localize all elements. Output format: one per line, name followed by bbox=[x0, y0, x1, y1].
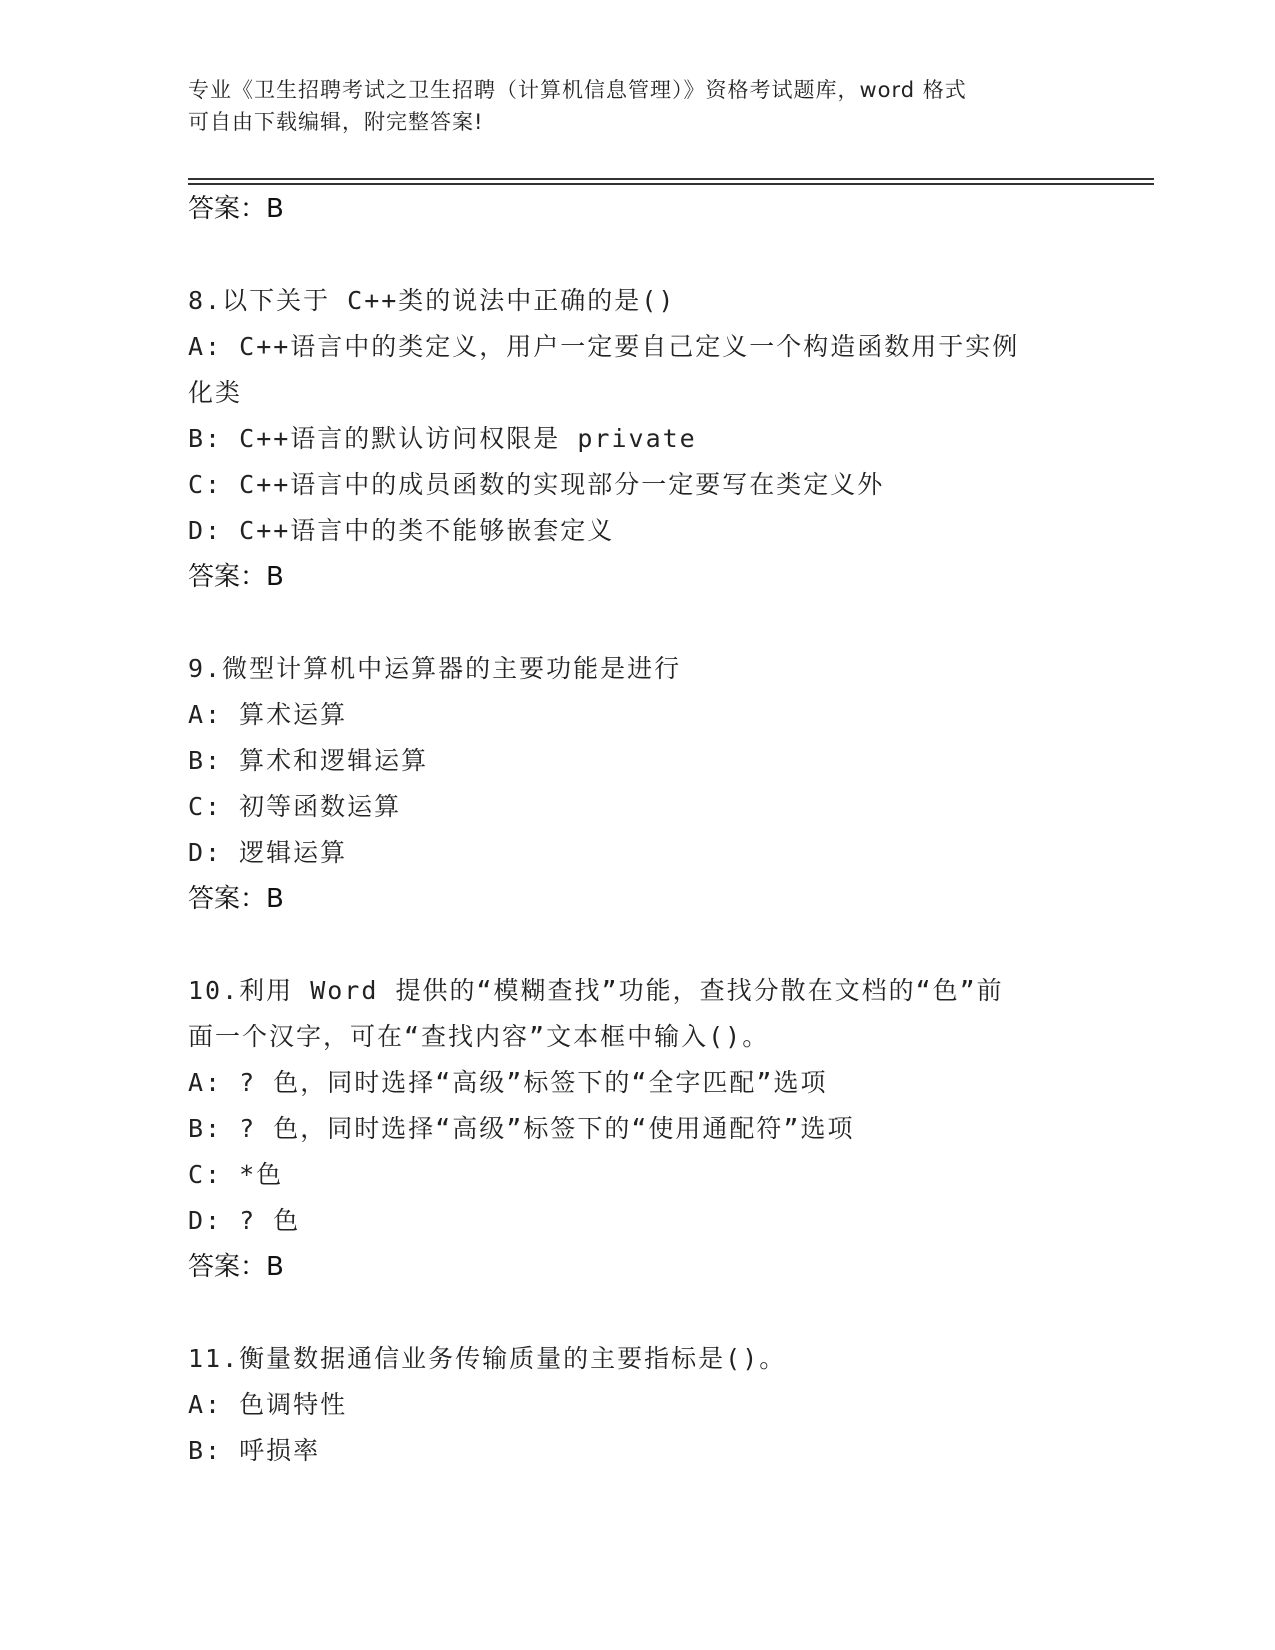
document-body bbox=[188, 186, 1088, 1474]
option-a: A: 算术运算 bbox=[188, 700, 348, 729]
answer-q7: 答案：B bbox=[188, 194, 284, 224]
option-a-continued: 化类 bbox=[188, 378, 243, 407]
option-b: B: 算术和逻辑运算 bbox=[188, 746, 429, 775]
option-a: A: 色调特性 bbox=[188, 1390, 348, 1419]
document-header bbox=[188, 74, 1088, 138]
header-line-1: 专业《卫生招聘考试之卫生招聘（计算机信息管理）》资格考试题库，word 格式 bbox=[188, 78, 967, 102]
question-stem: 10.利用 Word 提供的“模糊查找”功能，查找分散在文档的“色”前 bbox=[188, 976, 1004, 1005]
question-9 bbox=[188, 646, 1088, 922]
question-8 bbox=[188, 278, 1088, 600]
spacer bbox=[188, 232, 1088, 278]
question-stem: 11.衡量数据通信业务传输质量的主要指标是()。 bbox=[188, 1344, 787, 1373]
option-b: B: ? 色，同时选择“高级”标签下的“使用通配符”选项 bbox=[188, 1114, 855, 1143]
option-c: C: 初等函数运算 bbox=[188, 792, 402, 821]
header-line-2: 可自由下载编辑，附完整答案! bbox=[188, 110, 484, 134]
question-10 bbox=[188, 968, 1088, 1290]
answer: 答案：B bbox=[188, 1252, 284, 1282]
question-stem: 8.以下关于 C++类的说法中正确的是() bbox=[188, 286, 676, 315]
spacer bbox=[188, 600, 1088, 646]
option-d: D: 逻辑运算 bbox=[188, 838, 348, 867]
option-c: C: *色 bbox=[188, 1160, 284, 1189]
option-c: C: C++语言中的成员函数的实现部分一定要写在类定义外 bbox=[188, 470, 885, 499]
option-b: B: 呼损率 bbox=[188, 1436, 321, 1465]
option-d: D: ? 色 bbox=[188, 1206, 301, 1235]
spacer bbox=[188, 922, 1088, 968]
spacer bbox=[188, 1290, 1088, 1336]
answer: 答案：B bbox=[188, 562, 284, 592]
option-b: B: C++语言的默认访问权限是 private bbox=[188, 424, 697, 453]
option-d: D: C++语言中的类不能够嵌套定义 bbox=[188, 516, 615, 545]
answer: 答案：B bbox=[188, 884, 284, 914]
question-stem-continued: 面一个汉字，可在“查找内容”文本框中输入()。 bbox=[188, 1022, 770, 1051]
option-a: A: ? 色，同时选择“高级”标签下的“全字匹配”选项 bbox=[188, 1068, 828, 1097]
option-a: A: C++语言中的类定义，用户一定要自己定义一个构造函数用于实例 bbox=[188, 332, 1020, 361]
header-rule-bottom bbox=[188, 183, 1154, 185]
question-11 bbox=[188, 1336, 1088, 1474]
question-stem: 9.微型计算机中运算器的主要功能是进行 bbox=[188, 654, 682, 683]
header-rule-top bbox=[188, 178, 1154, 180]
